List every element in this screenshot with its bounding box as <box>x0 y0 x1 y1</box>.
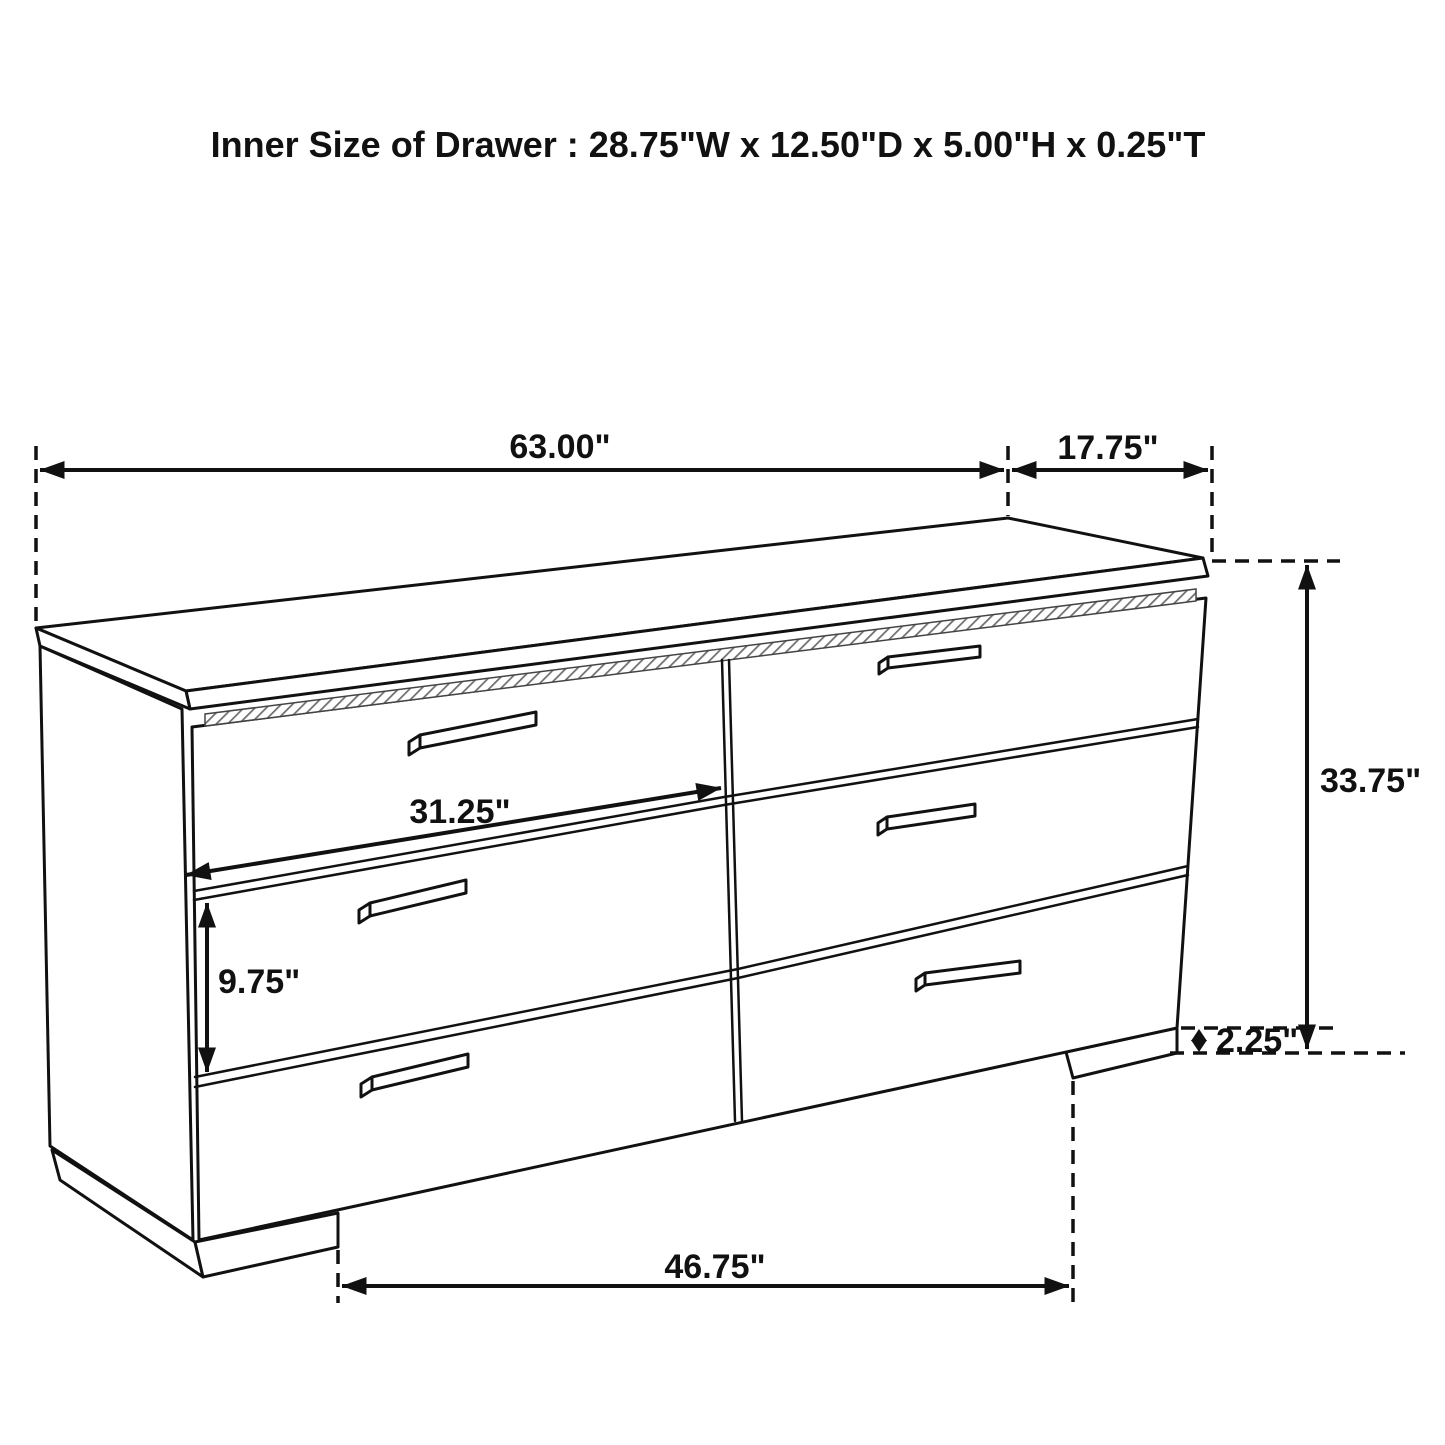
dresser-drawing <box>36 518 1208 1277</box>
dimension-label-base-width: 46.75" <box>664 1248 766 1286</box>
dimension-label-overall-width: 63.00" <box>509 428 611 466</box>
dimension-label-drawer-width: 31.25" <box>409 793 511 831</box>
diagram-title: Inner Size of Drawer : 28.75"W x 12.50"D x 5.00"H x 0.25"T <box>210 124 1206 165</box>
dimension-label-overall-depth: 17.75" <box>1057 429 1159 467</box>
down-arrowhead <box>1191 1040 1207 1052</box>
dimension-base-height <box>1170 1022 1405 1060</box>
dimension-label-drawer-height: 9.75" <box>218 963 301 1001</box>
dimension-overall-height <box>1212 561 1421 1049</box>
side-panel-left <box>40 646 193 1240</box>
front-face <box>192 598 1206 1240</box>
dimension-label-base-height: 2.25" <box>1216 1022 1299 1060</box>
dimension-label-overall-height: 33.75" <box>1320 762 1422 800</box>
up-arrowhead <box>1191 1029 1207 1041</box>
